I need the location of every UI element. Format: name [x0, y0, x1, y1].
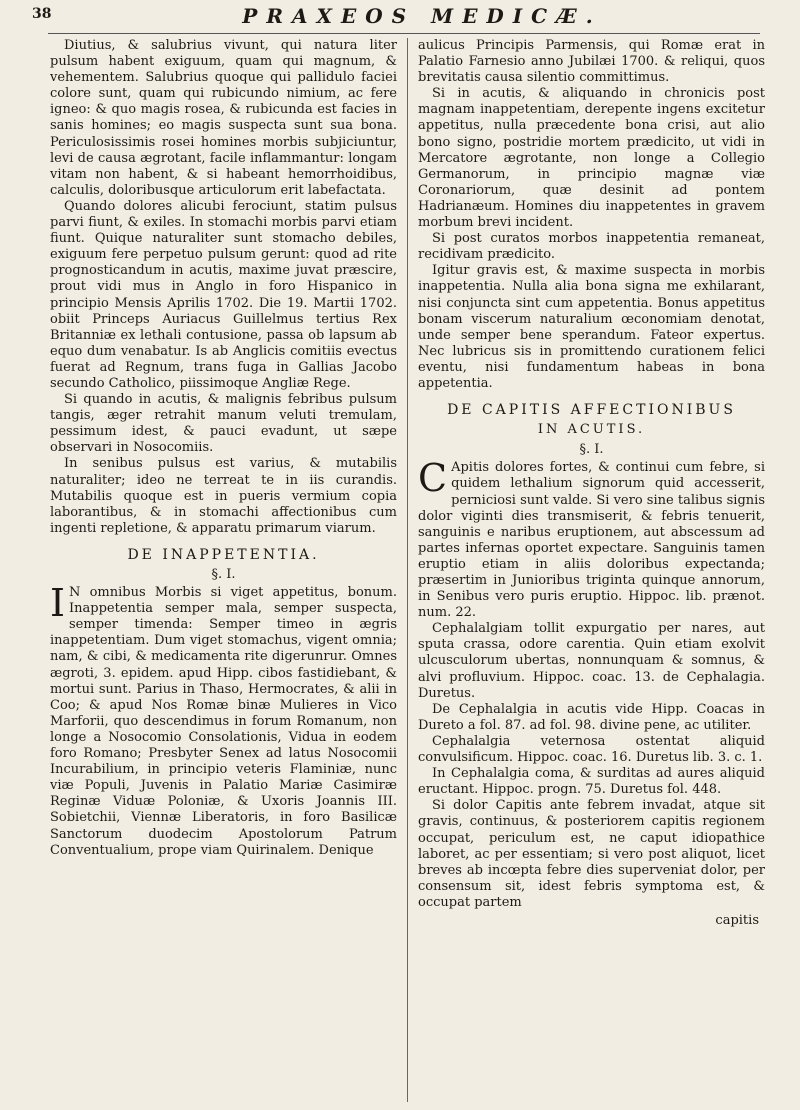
paragraph: De Cephalalgia in acutis vide Hipp. Coacas in Dureto a fol. 87. ad fol. 98. divine pene, ac utiliter.	[418, 701, 765, 733]
paragraph: Igitur gravis est, & maxime suspecta in morbis inappetentia. Nulla alia bona signa me exhilarant, nisi conjuncta sint cum appetentia. Bonus appetitus bonam viscerum naturalium œconomiam denotat, unde semper bene sperandum. Fateor expertus. Nec lubricus sis in promittendo curationem felici eventu, nisi fundamentum habeas in bona appetentia.	[418, 263, 765, 391]
section-paragraph	[418, 456, 765, 621]
section-paragraph-text: N omnibus Morbis si viget appetitus, bonum. Inappetentia semper mala, semper suspecta, semper timenda: Semper timeo in ægris inappetentiam. Dum viget stomachus, vigent omnia; nam, & cibi, & medicamenta rite digerunrur. Omnes ægroti, 3. epidem. apud Hipp. cibos fastidiebant, & mortui sunt. Parius in Thaso, Hermocrates, & alii in Coo; & apud Nos Romæ binæ Mulieres in Vico Marforii, quo descendimus in forum Romanum, non longe a Nosocomio Consolationis, Vidua in eodem foro Romano; Presbyter Senex ad latus Nosocomii Incurabilium, in principio veteris Flaminiæ, nunc viæ Populi, Juvenis in Palatio Mariæ Casimiræ Reginæ Viduæ Poloniæ, & Uxoris Joannis III. Sobietchii, Viennæ Liberatoris, in foro Basilicæ Sanctorum duodecim Apostolorum Patrum Conventualium, prope viam Quirinalem. Denique	[50, 585, 397, 858]
paragraph: In senibus pulsus est varius, & mutabilis naturaliter; ideo ne terreat te in iis curandis. Mutabilis quoque est in pueris vermium copia laborantibus, & in stomachi affectionibus cum ingenti repletione, & apparatu primarum viarum.	[50, 456, 397, 536]
paragraph: In Cephalalgia coma, & surditas ad aures aliquid eructant. Hippoc. progn. 75. Duretus fol. 448.	[418, 766, 765, 798]
paragraph: Si post curatos morbos inappetentia remaneat, recidivam prædicito.	[418, 231, 765, 263]
drop-cap-letter: C	[418, 456, 448, 501]
page-number: 38	[32, 6, 52, 22]
paragraph: Cephalalgiam tollit expurgatio per nares, aut sputa crassa, odore carentia. Quin etiam exolvit ulcusculorum ubertas, nonnunquam & somnus, & alvi profluvium. Hippoc. coac. 13. de Cephalagia. Duretus.	[418, 621, 765, 701]
page-header	[32, 4, 772, 32]
header-rule	[48, 33, 760, 34]
paragraph: Si dolor Capitis ante febrem invadat, atque sit gravis, continuus, & posteriorem capitis regionem occupat, periculum est, ne caput idiopathice laboret, ac per essentiam; si vero post aliquot, licet breves ab incœpta febre dies superveniat dolor, per consensum sit, idest febris symptoma est, & occupat partem	[418, 798, 765, 910]
paragraph: aulicus Principis Parmensis, qui Romæ erat in Palatio Farnesio anno Jubilæi 1700. & reliqui, quos brevitatis causa silentio committimus.	[418, 38, 765, 86]
section-heading-capitis: DE CAPITIS AFFECTIONIBUS	[447, 402, 736, 419]
catchword: capitis	[715, 912, 759, 928]
right-column	[418, 38, 765, 929]
paragraph: Quando dolores alicubi ferociunt, statim pulsus parvi fiunt, & exiles. In stomachi morbis parvi etiam fiunt. Quique naturaliter sunt stomacho debiles, exiguum fere perpetuo pulsum gerunt: quod ad rite prognosticandum in acutis, maxime juvat præscire, prout vidi mus in Anglo in foro Hispanico in principio Mensis Aprilis 1702. Die 19. Martii 1702. obiit Princeps Auriacus Guillelmus tertius Rex Britanniæ ex lethali contusione, passa ob lapsum ab equo dum venabatur. Is ab Anglicis comitiis evectus fuerat ad Regnum, trans fuga in Gallias Jacobo secundo Catholico, piissimoque Angliæ Rege.	[50, 198, 397, 391]
section-marker: §. I.	[579, 442, 604, 458]
section-marker: §. I.	[211, 567, 236, 582]
running-head: PRAXEOS MEDICÆ.	[242, 4, 602, 28]
column-divider	[407, 38, 408, 1102]
section-heading-inappetentia: DE INAPPETENTIA.	[127, 546, 320, 563]
section-subheading: IN ACUTIS.	[537, 422, 646, 438]
paragraph: Diutius, & salubrius vivunt, qui natura liter pulsum habent exiguum, quam qui magnum, & vehementem. Salubrius quoque qui pallidulo faciei colore sunt, quam qui rubicundo nimium, ac fere igneo: & quo magis rosea, & rubicunda est facies in sanis homines; eo magis suspecta sunt sua bona. Periculosissimis rosei homines morbis subjiciuntur, levi de causa ægrotant, facile inflammantur: longam vitam non habent, & si habeant hemorrhoidibus, calculis, doloribusque articulorum erit labefactata.	[50, 38, 397, 198]
section-paragraph	[50, 581, 397, 859]
paragraph: Si quando in acutis, & malignis febribus pulsum tangis, æger retrahit manum veluti tremulam, pessimum idest, & pauci evadunt, ut sæpe observari in Nosocomiis.	[50, 392, 397, 456]
left-column	[50, 38, 397, 859]
paragraph: Si in acutis, & aliquando in chronicis post magnam inappetentiam, derepente ingens excitetur appetitus, nulla præcedente bona crisi, aut alio bono signo, postridie mortem prædicito, ut vidi in Mercatore ægrotante, non longe a Collegio Germanorum, in principio magnæ viæ Coronariorum, quæ desinit ad pontem Hadrianæum. Homines diu inappetentes in gravem morbum brevi incident.	[418, 86, 765, 231]
section-paragraph-text: Apitis dolores fortes, & continui cum febre, si quidem lethalium signorum quid accesserit, perniciosi sunt valde. Si vero sine talibus signis dolor viginti dies transmiserit, & febris tenuerit, sanguinis e naribus eruptionem, aut abscessum ad partes infernas oportet expectare. Sanguinis tamen eruptio etiam in aliis doloribus expectanda; præsertim in Junioribus triginta quinque annorum, in Senibus vero puris eruptio. Hippoc. lib. prænot. num. 22.	[418, 460, 765, 621]
paragraph: Cephalalgia veternosa ostentat aliquid convulsificum. Hippoc. coac. 16. Duretus lib. 3. c. 1.	[418, 733, 765, 766]
drop-cap-letter: I	[50, 581, 66, 626]
